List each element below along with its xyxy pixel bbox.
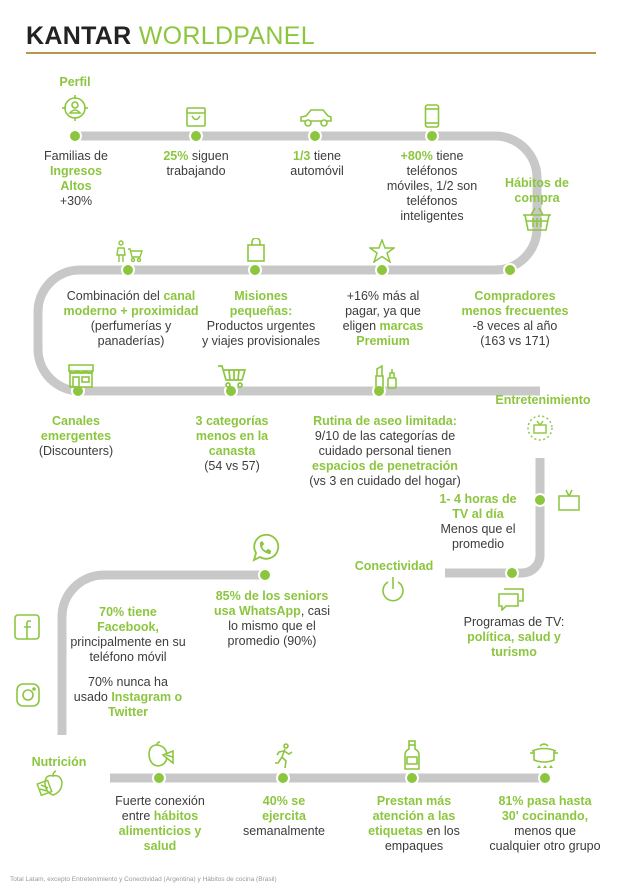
label-en-los: en los	[423, 824, 460, 838]
label-premium-2: pagar, ya que	[345, 304, 421, 318]
label-usado: usado	[73, 690, 112, 704]
text-categorias	[182, 414, 282, 474]
label-70-nunca: 70% nunca ha	[88, 675, 168, 689]
basket-icon	[521, 206, 553, 232]
highlight-tv-dia: TV al día	[452, 507, 504, 521]
highlight-compradores: Compradores	[474, 289, 556, 303]
highlight-menos-frecuentes: menos frecuentes	[461, 304, 569, 318]
facebook-icon	[13, 613, 41, 641]
label-premium-1: +16% más al	[346, 289, 420, 303]
section-habitos: Hábitos de compra	[505, 176, 569, 205]
highlight-canales: Canales	[52, 414, 100, 428]
label-inteligentes: inteligentes	[400, 209, 464, 223]
highlight-70-tiene: 70% tiene	[99, 605, 157, 619]
text-habitos-nutri	[104, 794, 216, 854]
cosmetics-icon	[373, 364, 399, 390]
fruit-icon	[36, 770, 68, 798]
label-automovil: automóvil	[290, 164, 344, 178]
dot-programas	[505, 566, 519, 580]
dot-misiones	[248, 263, 262, 277]
label-aseo-1: 9/10 de las categorías de	[314, 429, 456, 443]
label-empaques: empaques	[384, 839, 444, 853]
food-icon	[145, 741, 175, 769]
dot-compradores	[503, 263, 517, 277]
text-trabajando	[150, 149, 242, 179]
highlight-marcas: marcas	[379, 319, 424, 333]
label-telefonos2: teléfonos	[406, 194, 458, 208]
shopper-cart-icon	[114, 240, 144, 264]
cooking-pot-icon	[528, 740, 560, 770]
dot-cocinando	[538, 771, 552, 785]
tv-small-icon	[557, 488, 581, 512]
highlight-ejercita: ejercita	[262, 809, 306, 823]
text-canales	[28, 414, 124, 459]
label-promedio: promedio	[451, 537, 505, 551]
instagram-icon	[15, 682, 41, 708]
text-instagram	[68, 675, 188, 720]
footnote: Total Latam, excepto Entretenimiento y Conectividad (Argentina) y Hábitos de cocina (Brasil)	[10, 876, 277, 883]
label-cualquier: cualquier otro grupo	[489, 839, 601, 853]
runner-icon	[273, 743, 295, 769]
highlight-instagram: Instagram o	[111, 690, 183, 704]
highlight-horas: 1- 4 horas de	[439, 492, 517, 506]
brand-name-b: WORLDPANEL	[138, 22, 315, 50]
bottle-icon	[402, 740, 422, 770]
dot-trabajando	[189, 129, 203, 143]
label-siguen: siguen	[188, 149, 229, 163]
highlight-misiones: Misiones	[234, 289, 288, 303]
tv-icon	[526, 414, 554, 442]
highlight-canasta: canasta	[208, 444, 256, 458]
highlight-81: 81% pasa hasta	[498, 794, 592, 808]
label-telefono-movil: teléfono móvil	[89, 650, 167, 664]
section-perfil: Perfil	[59, 75, 91, 89]
text-compradores	[455, 289, 575, 349]
highlight-premium: Premium	[356, 334, 410, 348]
label-telefonos: teléfonos	[406, 164, 458, 178]
highlight-85: 85% de los seniors	[215, 589, 329, 603]
power-icon	[380, 576, 406, 602]
value-trabajando: 25%	[163, 149, 189, 163]
highlight-alimenticios: alimenticios y	[118, 824, 202, 838]
highlight-etiquetas: etiquetas	[368, 824, 424, 838]
highlight-prestan: Prestan más	[376, 794, 452, 808]
star-icon	[369, 239, 395, 263]
person-target-icon	[61, 94, 89, 122]
label-provisionales: y viajes provisionales	[201, 334, 321, 348]
text-aseo	[300, 414, 470, 489]
dot-whatsapp	[258, 568, 272, 582]
highlight-habitos: hábitos	[153, 809, 199, 823]
text-premium	[328, 289, 438, 349]
highlight-menos-en-la: menos en la	[195, 429, 269, 443]
cart-icon	[217, 364, 247, 390]
dot-etiquetas	[405, 771, 419, 785]
chat-icon	[497, 587, 525, 611]
section-nutricion: Nutrición	[31, 755, 87, 769]
highlight-atencion: atención a las	[372, 809, 456, 823]
highlight-penetracion: espacios de penetración	[312, 459, 458, 473]
value-automovil: 1/3	[293, 149, 311, 163]
highlight-moderno: moderno + proximidad	[63, 304, 199, 318]
text-automovil	[272, 149, 362, 179]
label-aseo-2: cuidado personal tienen	[318, 444, 452, 458]
label-programas: Programas de TV:	[463, 615, 565, 629]
smartphone-icon	[424, 104, 440, 128]
text-facebook	[58, 605, 198, 665]
highlight-altos: Altos	[60, 179, 92, 193]
section-conectividad: Conectividad	[354, 559, 434, 573]
text-ejercita	[238, 794, 330, 839]
label-combinacion: Combinación del	[66, 289, 164, 303]
brand-name-a: KANTAR	[26, 22, 132, 50]
dot-telefonos	[425, 129, 439, 143]
car-icon	[299, 108, 333, 128]
label-lo-mismo: lo mismo que el	[228, 619, 316, 633]
label-entre: entre	[121, 809, 154, 823]
highlight-aseo: Rutina de aseo limitada:	[313, 414, 457, 428]
label-trabajando: trabajando	[166, 164, 226, 178]
label-menos-que: Menos que el	[440, 522, 516, 536]
label-fuerte: Fuerte conexión	[115, 794, 205, 808]
label-perfumerias: (perfumerías y	[90, 319, 172, 333]
text-combinacion	[56, 289, 206, 349]
highlight-twitter: Twitter	[107, 705, 149, 719]
value-familias: +30%	[59, 194, 93, 208]
label-familias: Familias de	[44, 149, 108, 163]
highlight-facebook: Facebook,	[97, 620, 159, 634]
label-tiene: tiene	[310, 149, 341, 163]
value-54: (54 vs 57)	[204, 459, 260, 473]
highlight-40: 40% se	[262, 794, 306, 808]
text-programas	[448, 615, 580, 660]
whatsapp-icon	[250, 533, 280, 563]
label-semanalmente: semanalmente	[243, 824, 325, 838]
label-principalmente: principalmente en su	[70, 635, 186, 649]
highlight-politica: política, salud y	[467, 630, 561, 644]
highlight-3-categorias: 3 categorías	[195, 414, 269, 428]
label-tiene2: tiene	[432, 149, 464, 163]
text-cocinando	[480, 794, 610, 854]
label-casi: , casi	[300, 604, 330, 618]
value-telefonos: +80%	[400, 149, 433, 163]
dot-tv	[533, 493, 547, 507]
calendar-icon	[185, 106, 207, 128]
dot-ejercita	[276, 771, 290, 785]
highlight-turismo: turismo	[491, 645, 537, 659]
dot-automovil	[308, 129, 322, 143]
store-icon	[67, 363, 95, 389]
text-telefonos	[376, 149, 488, 224]
value-163: (163 vs 171)	[480, 334, 550, 348]
text-tv	[428, 492, 528, 552]
shopping-bag-icon	[246, 238, 266, 262]
label-moviles: móviles, 1/2 son	[386, 179, 478, 193]
text-whatsapp	[202, 589, 342, 649]
label-menos-que2: menos que	[514, 824, 576, 838]
text-misiones	[195, 289, 327, 349]
section-entretenimiento: Entretenimiento	[495, 393, 591, 407]
label-premium-3: eligen	[342, 319, 380, 333]
text-etiquetas	[360, 794, 468, 854]
highlight-ingresos: Ingresos	[49, 164, 103, 178]
label-panaderias: panaderías)	[97, 334, 165, 348]
text-familias	[35, 149, 117, 209]
dot-habitos-nutri	[152, 771, 166, 785]
dot-combinacion	[121, 263, 135, 277]
highlight-salud: salud	[143, 839, 177, 853]
label-promedio-90: promedio (90%)	[227, 634, 317, 648]
highlight-emergentes: emergentes	[40, 429, 112, 443]
value-veces: -8 veces al año	[472, 319, 558, 333]
highlight-30: 30' cocinando,	[501, 809, 589, 823]
dot-familias	[68, 129, 82, 143]
label-discounters: (Discounters)	[38, 444, 114, 458]
label-urgentes: Productos urgentes	[206, 319, 316, 333]
highlight-canal: canal	[163, 289, 196, 303]
dot-premium	[375, 263, 389, 277]
label-aseo-3: (vs 3 en cuidado del hogar)	[309, 474, 461, 488]
highlight-usa-whatsapp: usa WhatsApp	[214, 604, 301, 618]
highlight-pequenas: pequeñas:	[229, 304, 293, 318]
